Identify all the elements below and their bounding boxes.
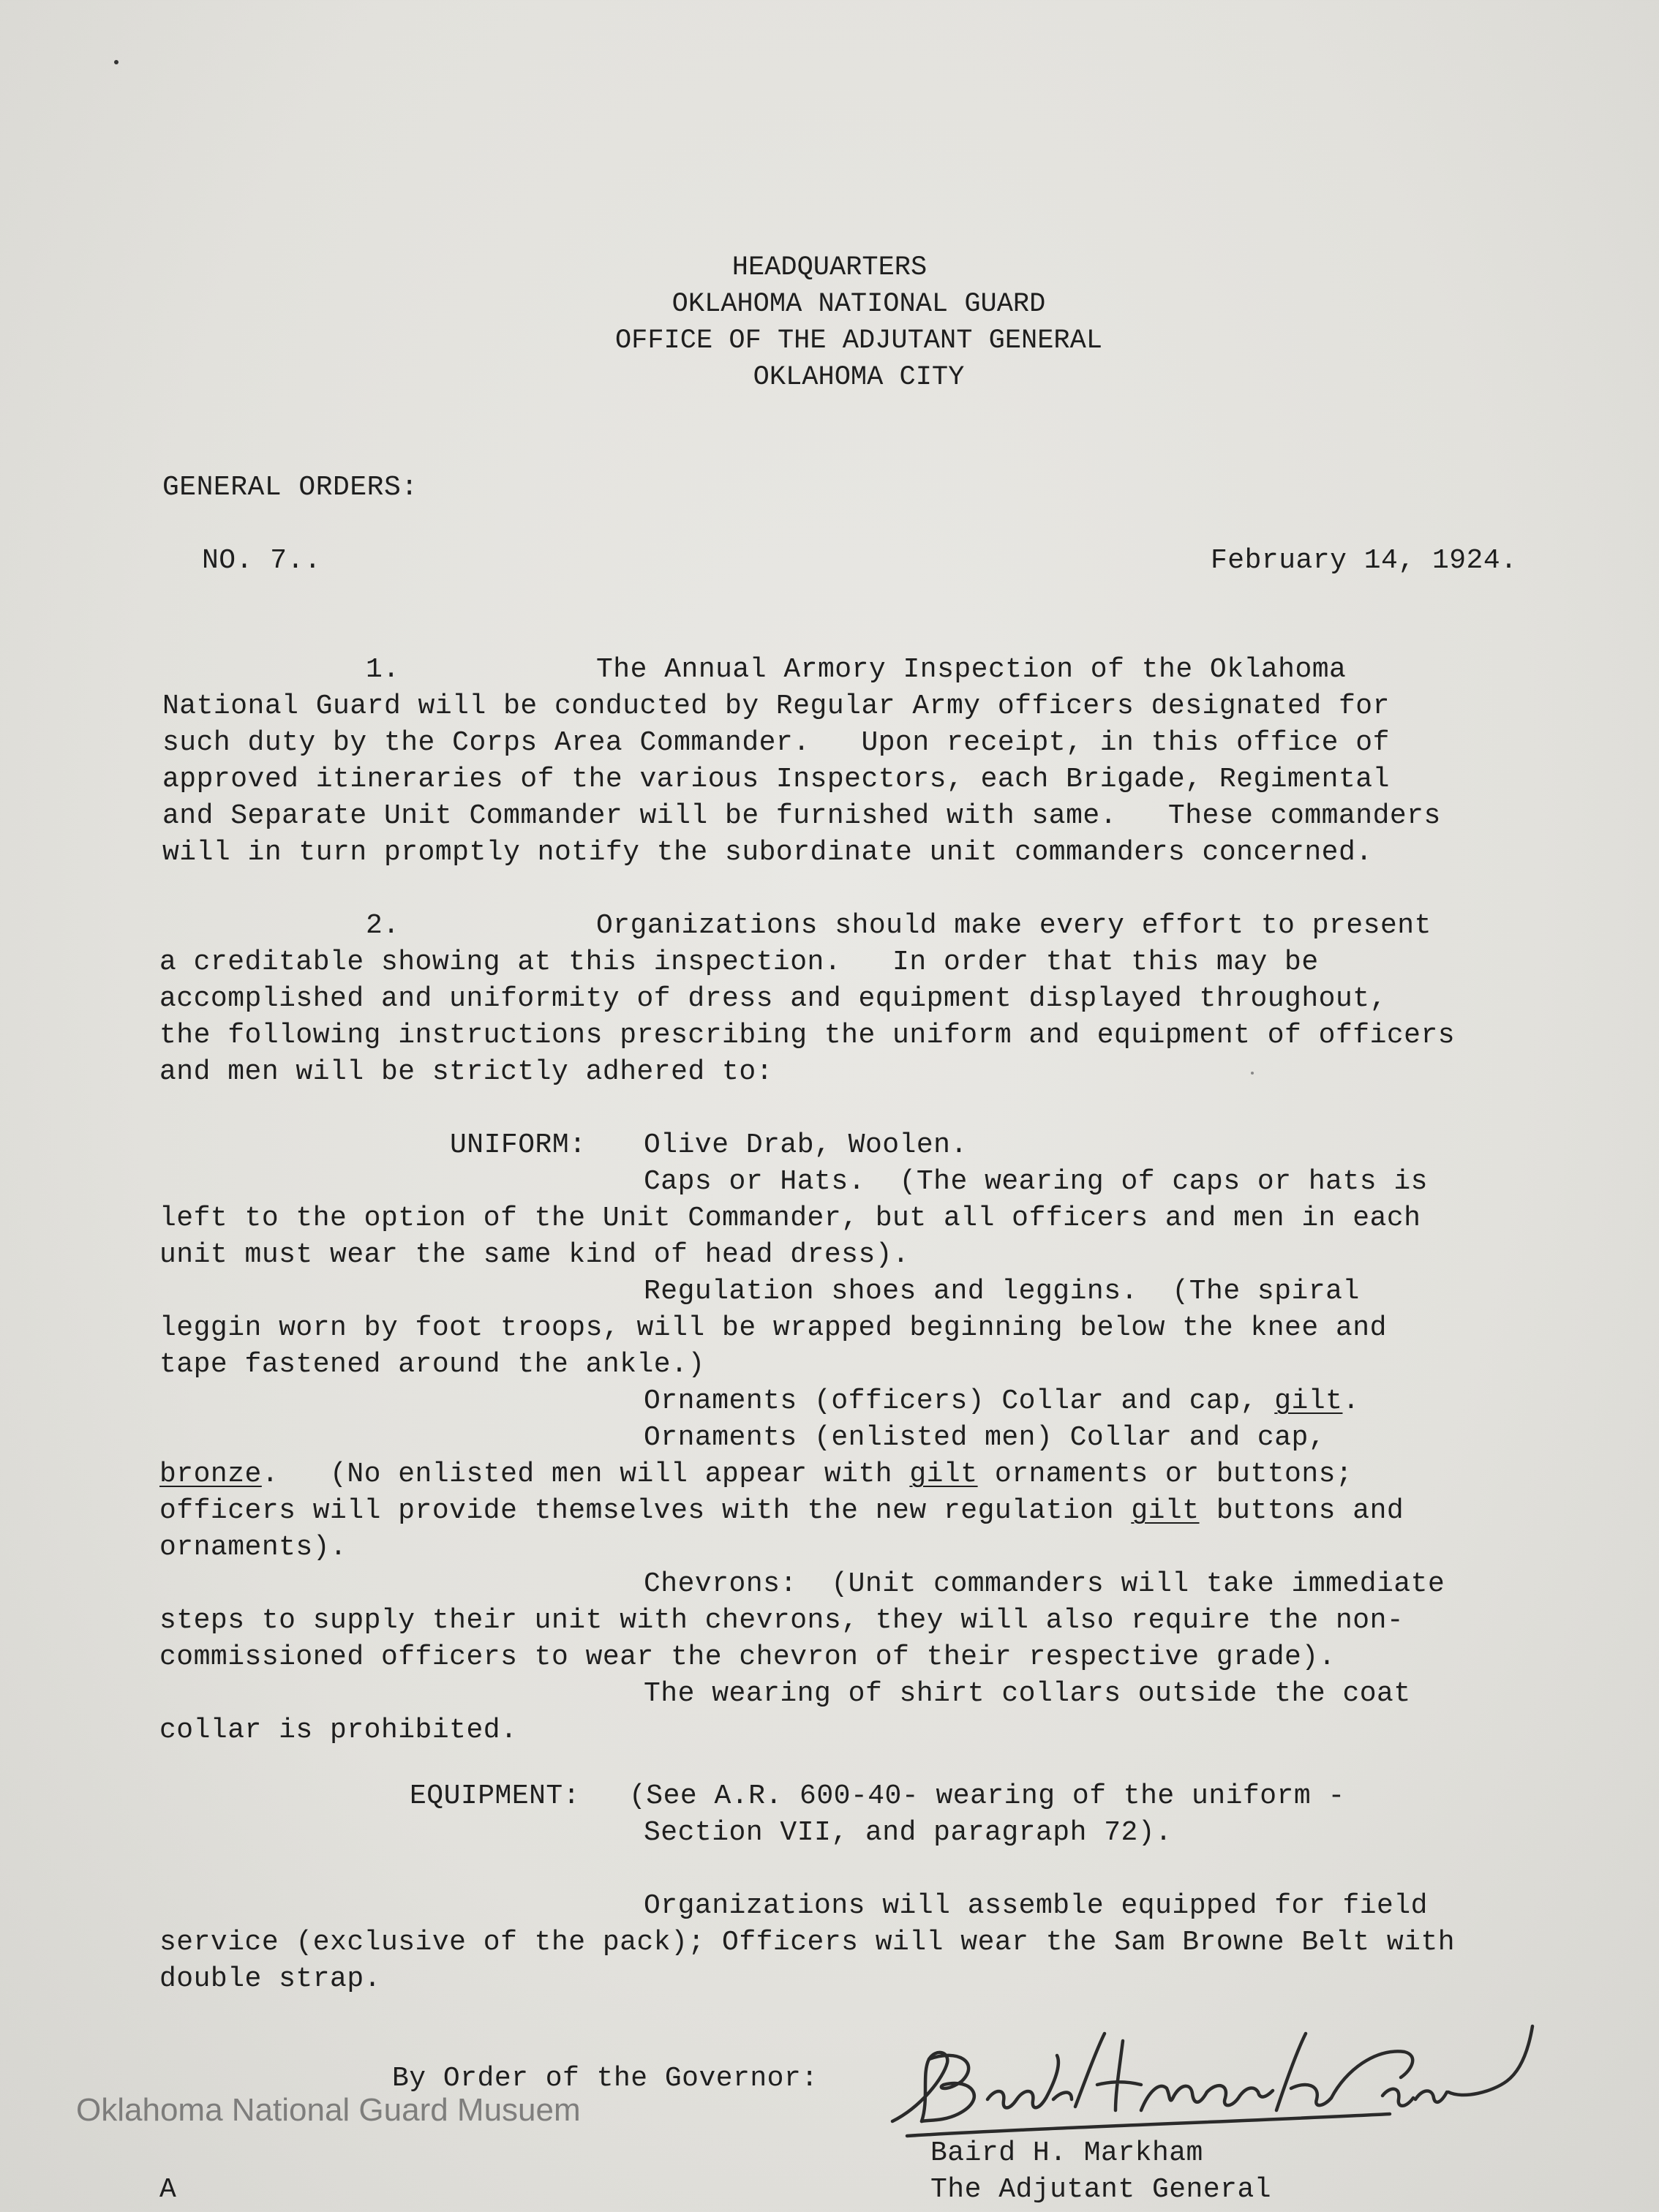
museum-watermark: Oklahoma National Guard Musuem bbox=[76, 2092, 581, 2128]
collars-line: collar is prohibited. bbox=[159, 1715, 518, 1746]
chevrons-line: steps to supply their unit with chevrons, they will also require the non- bbox=[159, 1605, 1404, 1636]
order-date: February 14, 1924. bbox=[1211, 545, 1518, 576]
assembly-line: service (exclusive of the pack); Officers will wear the Sam Browne Belt with bbox=[159, 1927, 1456, 1958]
equipment-label: EQUIPMENT: bbox=[410, 1780, 581, 1812]
paragraph2-line: Organizations should make every effort to present bbox=[596, 910, 1432, 941]
ornaments-enlisted-line: ornaments). bbox=[159, 1532, 347, 1563]
uniform-caps-line: Caps or Hats. (The wearing of caps or hats is bbox=[644, 1166, 1428, 1197]
paragraph1-line: will in turn promptly notify the subordinate unit commanders concerned. bbox=[162, 837, 1373, 868]
uniform-type: Olive Drab, Woolen. bbox=[644, 1129, 968, 1161]
paragraph2-line: a creditable showing at this inspection. In order that this may be bbox=[159, 947, 1319, 978]
paragraph1-line: National Guard will be conducted by Regular Army officers designated for bbox=[162, 691, 1390, 722]
uniform-label: UNIFORM: bbox=[450, 1129, 587, 1161]
paragraph2-line: accomplished and uniformity of dress and equipment displayed throughout, bbox=[159, 983, 1387, 1015]
handwritten-signature bbox=[878, 2019, 1580, 2151]
ornaments-enlisted-text: . (No enlisted men will appear with bbox=[261, 1459, 910, 1490]
header-national-guard: OKLAHOMA NATIONAL GUARD bbox=[672, 289, 1046, 320]
scan-speck bbox=[114, 60, 118, 64]
uniform-caps-line: left to the option of the Unit Commander, but all officers and men in each bbox=[159, 1203, 1421, 1234]
signer-name: Baird H. Markham bbox=[930, 2137, 1203, 2169]
assembly-line: double strap. bbox=[159, 1963, 381, 1995]
ornaments-enlisted-text: officers will provide themselves with the new regulation bbox=[159, 1495, 1132, 1527]
header-adjutant-office: OFFICE OF THE ADJUTANT GENERAL bbox=[614, 326, 1103, 356]
equipment-line: Section VII, and paragraph 72). bbox=[644, 1817, 1173, 1848]
gilt-underlined: gilt bbox=[909, 1459, 978, 1490]
gilt-underlined: gilt bbox=[1274, 1385, 1343, 1417]
paragraph1-line: and Separate Unit Commander will be furnished with same. These commanders bbox=[162, 800, 1441, 832]
paragraph2-number: 2. bbox=[366, 910, 400, 941]
header-city: OKLAHOMA CITY bbox=[753, 362, 965, 393]
uniform-caps-line: unit must wear the same kind of head dress). bbox=[159, 1239, 910, 1271]
paragraph2-line: and men will be strictly adhered to: bbox=[159, 1056, 773, 1088]
general-orders-label: GENERAL ORDERS: bbox=[162, 472, 418, 503]
ornaments-enlisted-text: buttons and bbox=[1199, 1495, 1404, 1527]
ornaments-enlisted-line: Ornaments (enlisted men) Collar and cap, bbox=[644, 1422, 1326, 1453]
chevrons-line: Chevrons: (Unit commanders will take immediate bbox=[644, 1568, 1445, 1600]
paragraph1-line: The Annual Armory Inspection of the Oklahoma bbox=[596, 654, 1347, 685]
gilt-underlined: gilt bbox=[1131, 1495, 1200, 1527]
assembly-line: Organizations will assemble equipped for field bbox=[644, 1890, 1428, 1922]
equipment-line: (See A.R. 600-40- wearing of the uniform - bbox=[629, 1780, 1345, 1812]
scan-speck bbox=[1251, 1072, 1254, 1075]
ornaments-officers-line bbox=[644, 1384, 1360, 1419]
paragraph2-line: the following instructions prescribing the uniform and equipment of officers bbox=[159, 1020, 1456, 1051]
uniform-shoes-line: Regulation shoes and leggins. (The spiral bbox=[644, 1276, 1360, 1307]
ornaments-officers-text: Ornaments (officers) Collar and cap, bbox=[644, 1385, 1275, 1417]
header-headquarters: HEADQUARTERS bbox=[731, 252, 928, 283]
collars-line: The wearing of shirt collars outside the coat bbox=[644, 1678, 1411, 1709]
by-order-of-governor: By Order of the Governor: bbox=[392, 2063, 819, 2094]
ornaments-officers-period: . bbox=[1342, 1385, 1360, 1417]
ornaments-enlisted-line bbox=[159, 1457, 1353, 1492]
chevrons-line: commissioned officers to wear the chevron of their respective grade). bbox=[159, 1641, 1336, 1673]
document-mark: A bbox=[159, 2174, 177, 2205]
paragraph1-line: approved itineraries of the various Inspectors, each Brigade, Regimental bbox=[162, 764, 1390, 795]
ornaments-enlisted-line bbox=[159, 1494, 1404, 1529]
ornaments-enlisted-text: ornaments or buttons; bbox=[977, 1459, 1353, 1490]
paragraph1-number: 1. bbox=[366, 654, 400, 685]
signer-title: The Adjutant General bbox=[930, 2174, 1272, 2205]
paragraph1-line: such duty by the Corps Area Commander. Upon receipt, in this office of bbox=[162, 727, 1390, 759]
bronze-underlined: bronze bbox=[159, 1459, 262, 1490]
order-number: NO. 7.. bbox=[202, 545, 322, 576]
uniform-shoes-line: tape fastened around the ankle.) bbox=[159, 1349, 705, 1380]
uniform-shoes-line: leggin worn by foot troops, will be wrapped beginning below the knee and bbox=[159, 1312, 1387, 1344]
